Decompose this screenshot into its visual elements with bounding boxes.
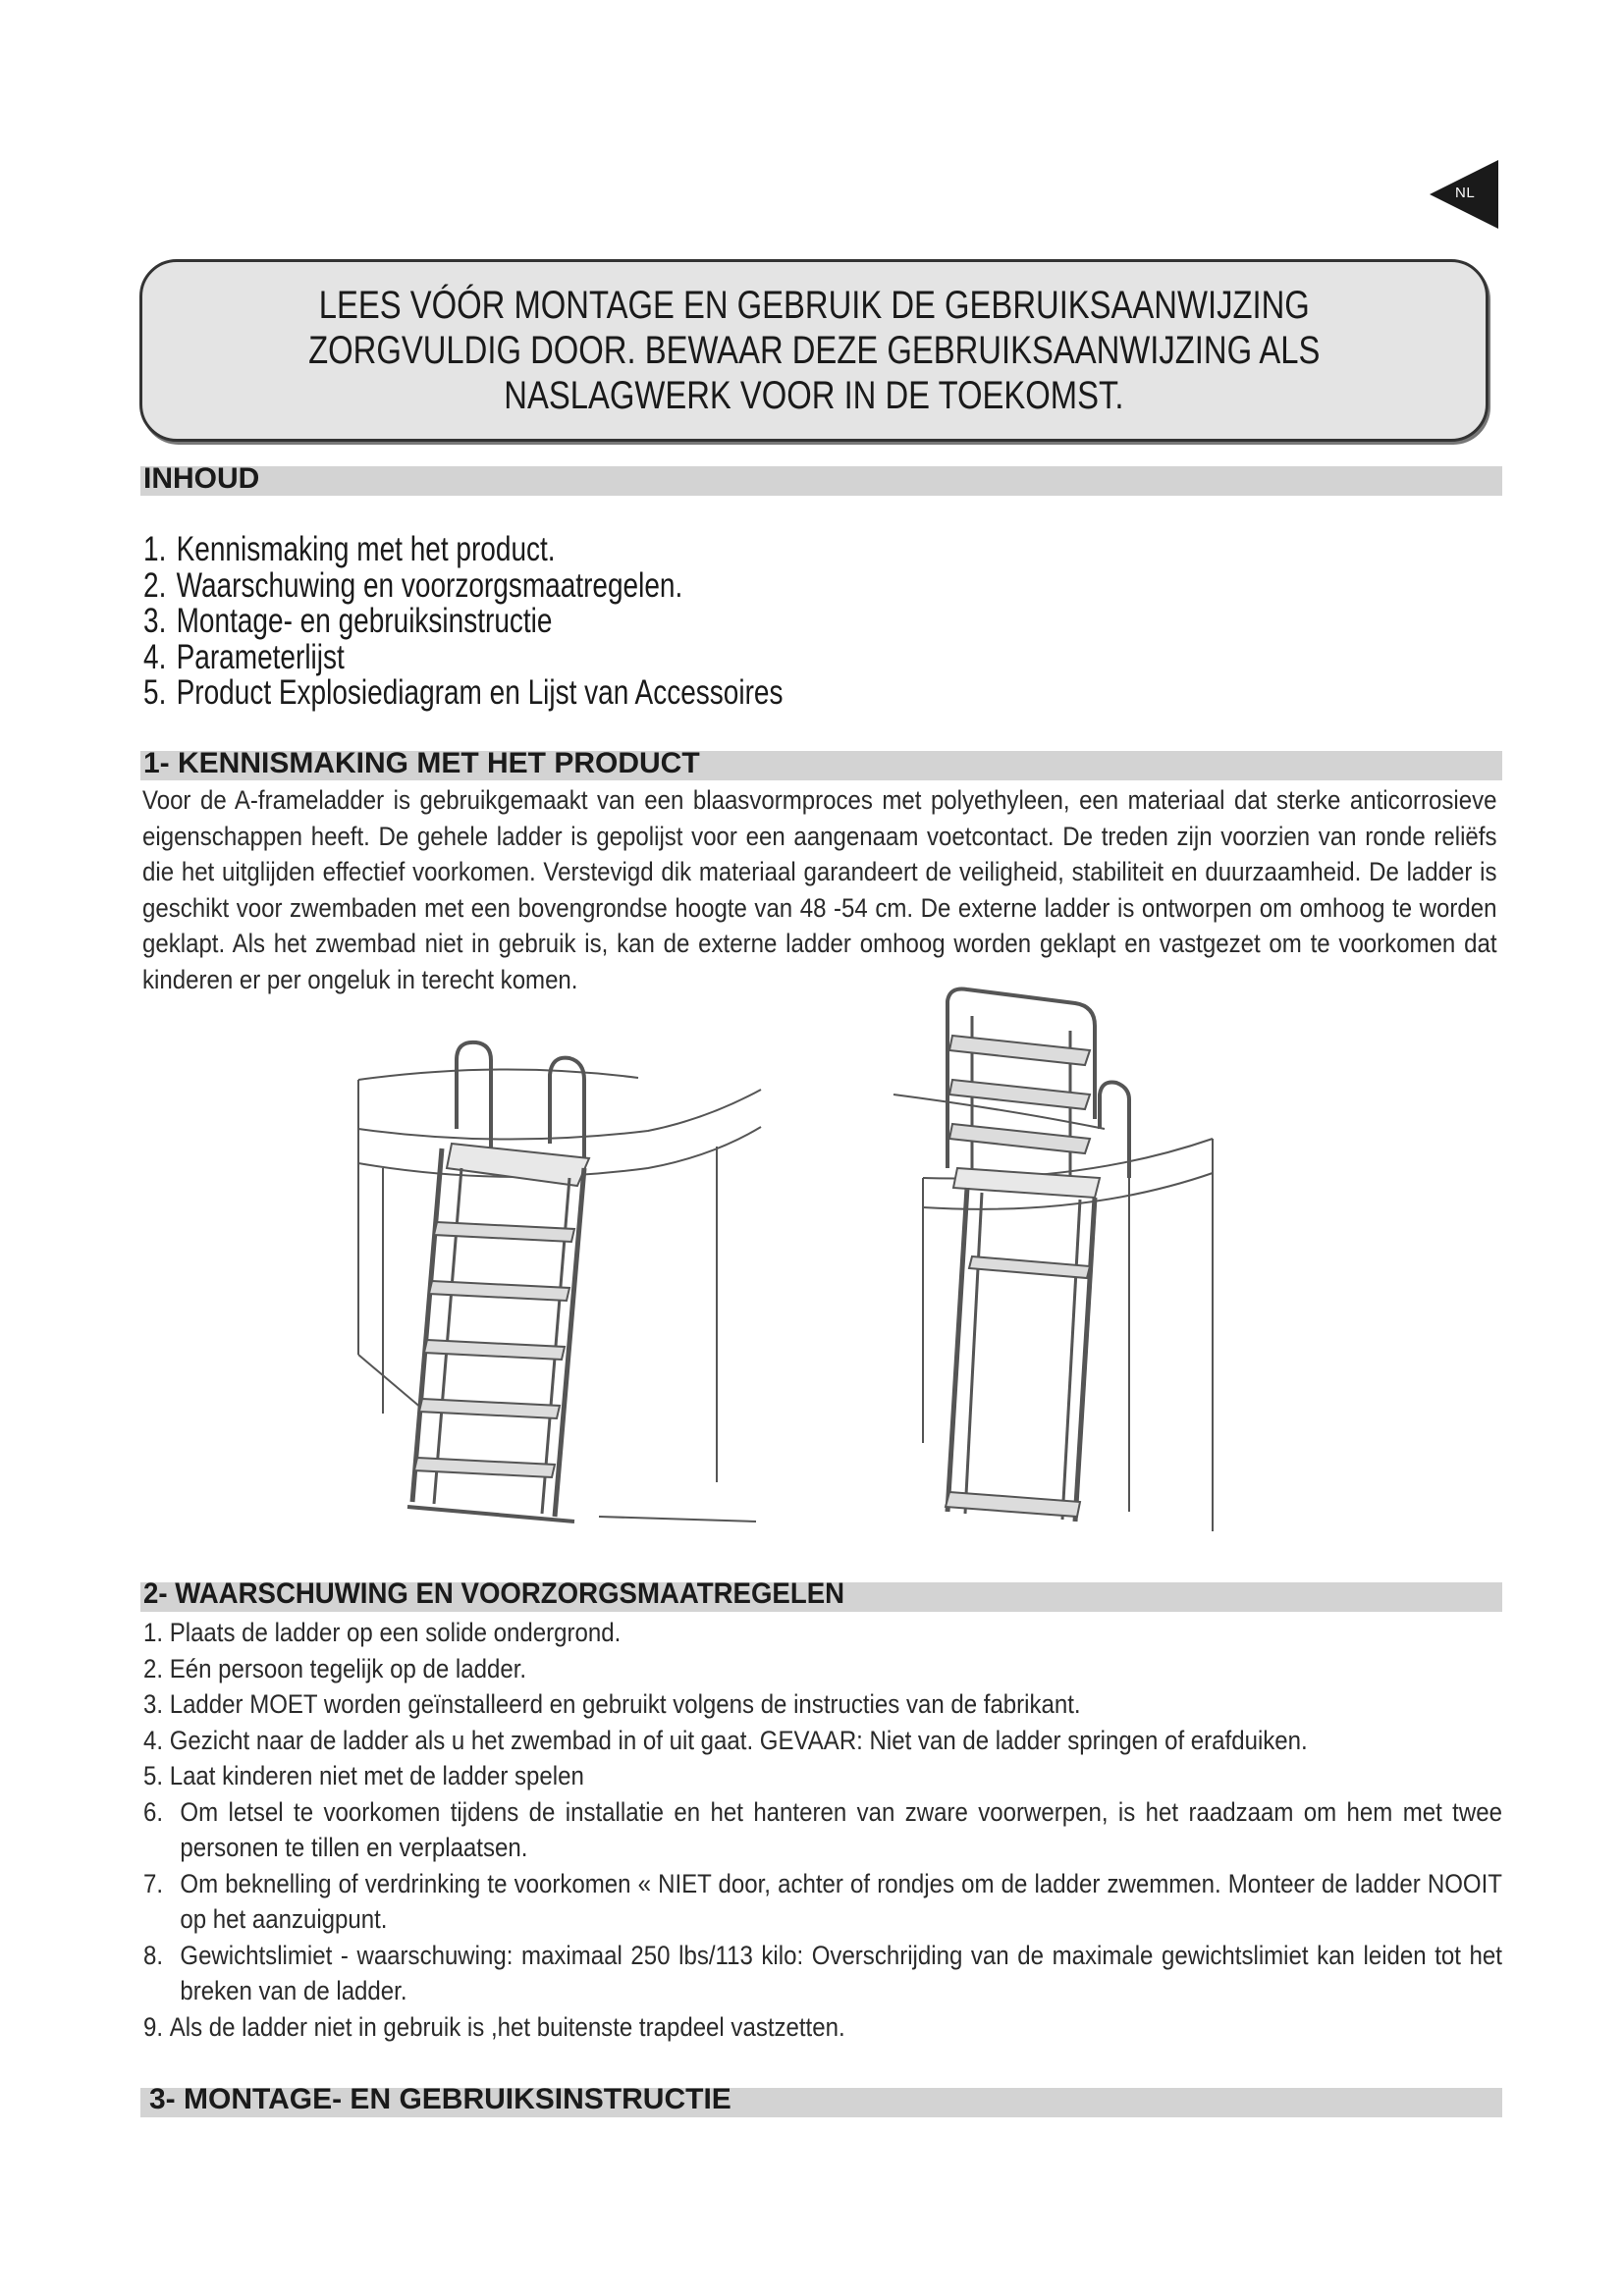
section2-title: 2- WAARSCHUWING EN VOORZORGSMAATREGELEN — [143, 1577, 845, 1610]
contents-item: 2. Waarschuwing en voorzorgsmaatregelen. — [143, 565, 683, 605]
warning-item: 4. Gezicht naar de ladder als u het zwembad in of uit gaat. GEVAAR: Niet van de ladder springen of erafduiken. — [143, 1725, 1308, 1755]
notice-line: NASLAGWERK VOOR IN DE TOEKOMST. — [504, 374, 1124, 417]
warning-item: 1. Plaats de ladder op een solide ondergrond. — [143, 1618, 622, 1647]
warning-item: 2. Eén persoon tegelijk op de ladder. — [143, 1653, 527, 1683]
contents-list — [143, 532, 943, 712]
contents-title: INHOUD — [143, 462, 260, 495]
language-tab-label: NL — [1455, 185, 1476, 201]
section1-paragraph: Voor de A-frameladder is gebruikgemaakt van een blaasvormproces met polyethyleen, een materiaal dat sterke anticorrosieve eigenschappen heeft. De gehele ladder is gepolijst voor een aangenaam voetcontact. De treden zijn voorzien van ronde reliëfs die het uitglijden effectief voorkomen. Verstevigd dik materiaal garandeert de veiligheid, stabiliteit en duurzaamheid. De ladder is geschikt voor zwembaden met een bovengrondse hoogte van 48 -54 cm. De externe ladder is ontworpen om omhoog te worden geklapt. Als het zwembad niet in gebruik is, kan de externe ladder omhoog worden geklapt en vastgezet om te voorkomen dat kinderen er per ongeluk in terecht komen. — [142, 785, 1497, 994]
contents-header-bar — [140, 466, 1502, 496]
contents-item: 3. Montage- en gebruiksinstructie — [143, 602, 553, 640]
notice-line: ZORGVULDIG DOOR. BEWAAR DEZE GEBRUIKSAANWIJZING ALS — [307, 329, 1321, 372]
contents-item: 4. Parameterlijst — [143, 637, 345, 676]
warning-item: 8. Gewichtslimiet - waarschuwing: maximaal 250 lbs/113 kilo: Overschrijding van de maximale gewichtslimiet kan leiden tot het breken van de ladder. — [143, 1940, 1502, 2005]
warning-item: 7. Om beknelling of verdrinking te voorkomen « NIET door, achter of rondjes om de ladder zwemmen. Monteer de ladder NOOIT op het aanzuigpunt. — [143, 1868, 1502, 1934]
warning-item: 5. Laat kinderen niet met de ladder spelen — [143, 1761, 584, 1790]
section1-title: 1- KENNISMAKING MET HET PRODUCT — [143, 747, 700, 779]
contents-item: 1. Kennismaking met het product. — [143, 530, 556, 568]
warnings-list — [143, 1615, 1502, 2045]
ladder-folded-illustration — [889, 982, 1222, 1541]
notice-line: LEES VÓÓR MONTAGE EN GEBRUIK DE GEBRUIKSAANWIJZING — [318, 284, 1310, 327]
contents-item: 5. Product Explosiediagram en Lijst van Accessoires — [143, 673, 784, 712]
read-instructions-notice — [139, 259, 1489, 442]
warning-item: 6. Om letsel te voorkomen tijdens de installatie en het hanteren van zware voorwerpen, is het raadzaam om hem met twee personen te tillen en verplaatsen. — [143, 1796, 1502, 1862]
ladder-installed-illustration — [353, 1021, 766, 1541]
section3-title: 3- MONTAGE- EN GEBRUIKSINSTRUCTIE — [149, 2083, 731, 2115]
warning-item: 9. Als de ladder niet in gebruik is ,het buitenste trapdeel vastzetten. — [143, 2011, 845, 2042]
warning-item: 3. Ladder MOET worden geïnstalleerd en gebruikt volgens de instructies van de fabrikant. — [143, 1689, 1081, 1719]
